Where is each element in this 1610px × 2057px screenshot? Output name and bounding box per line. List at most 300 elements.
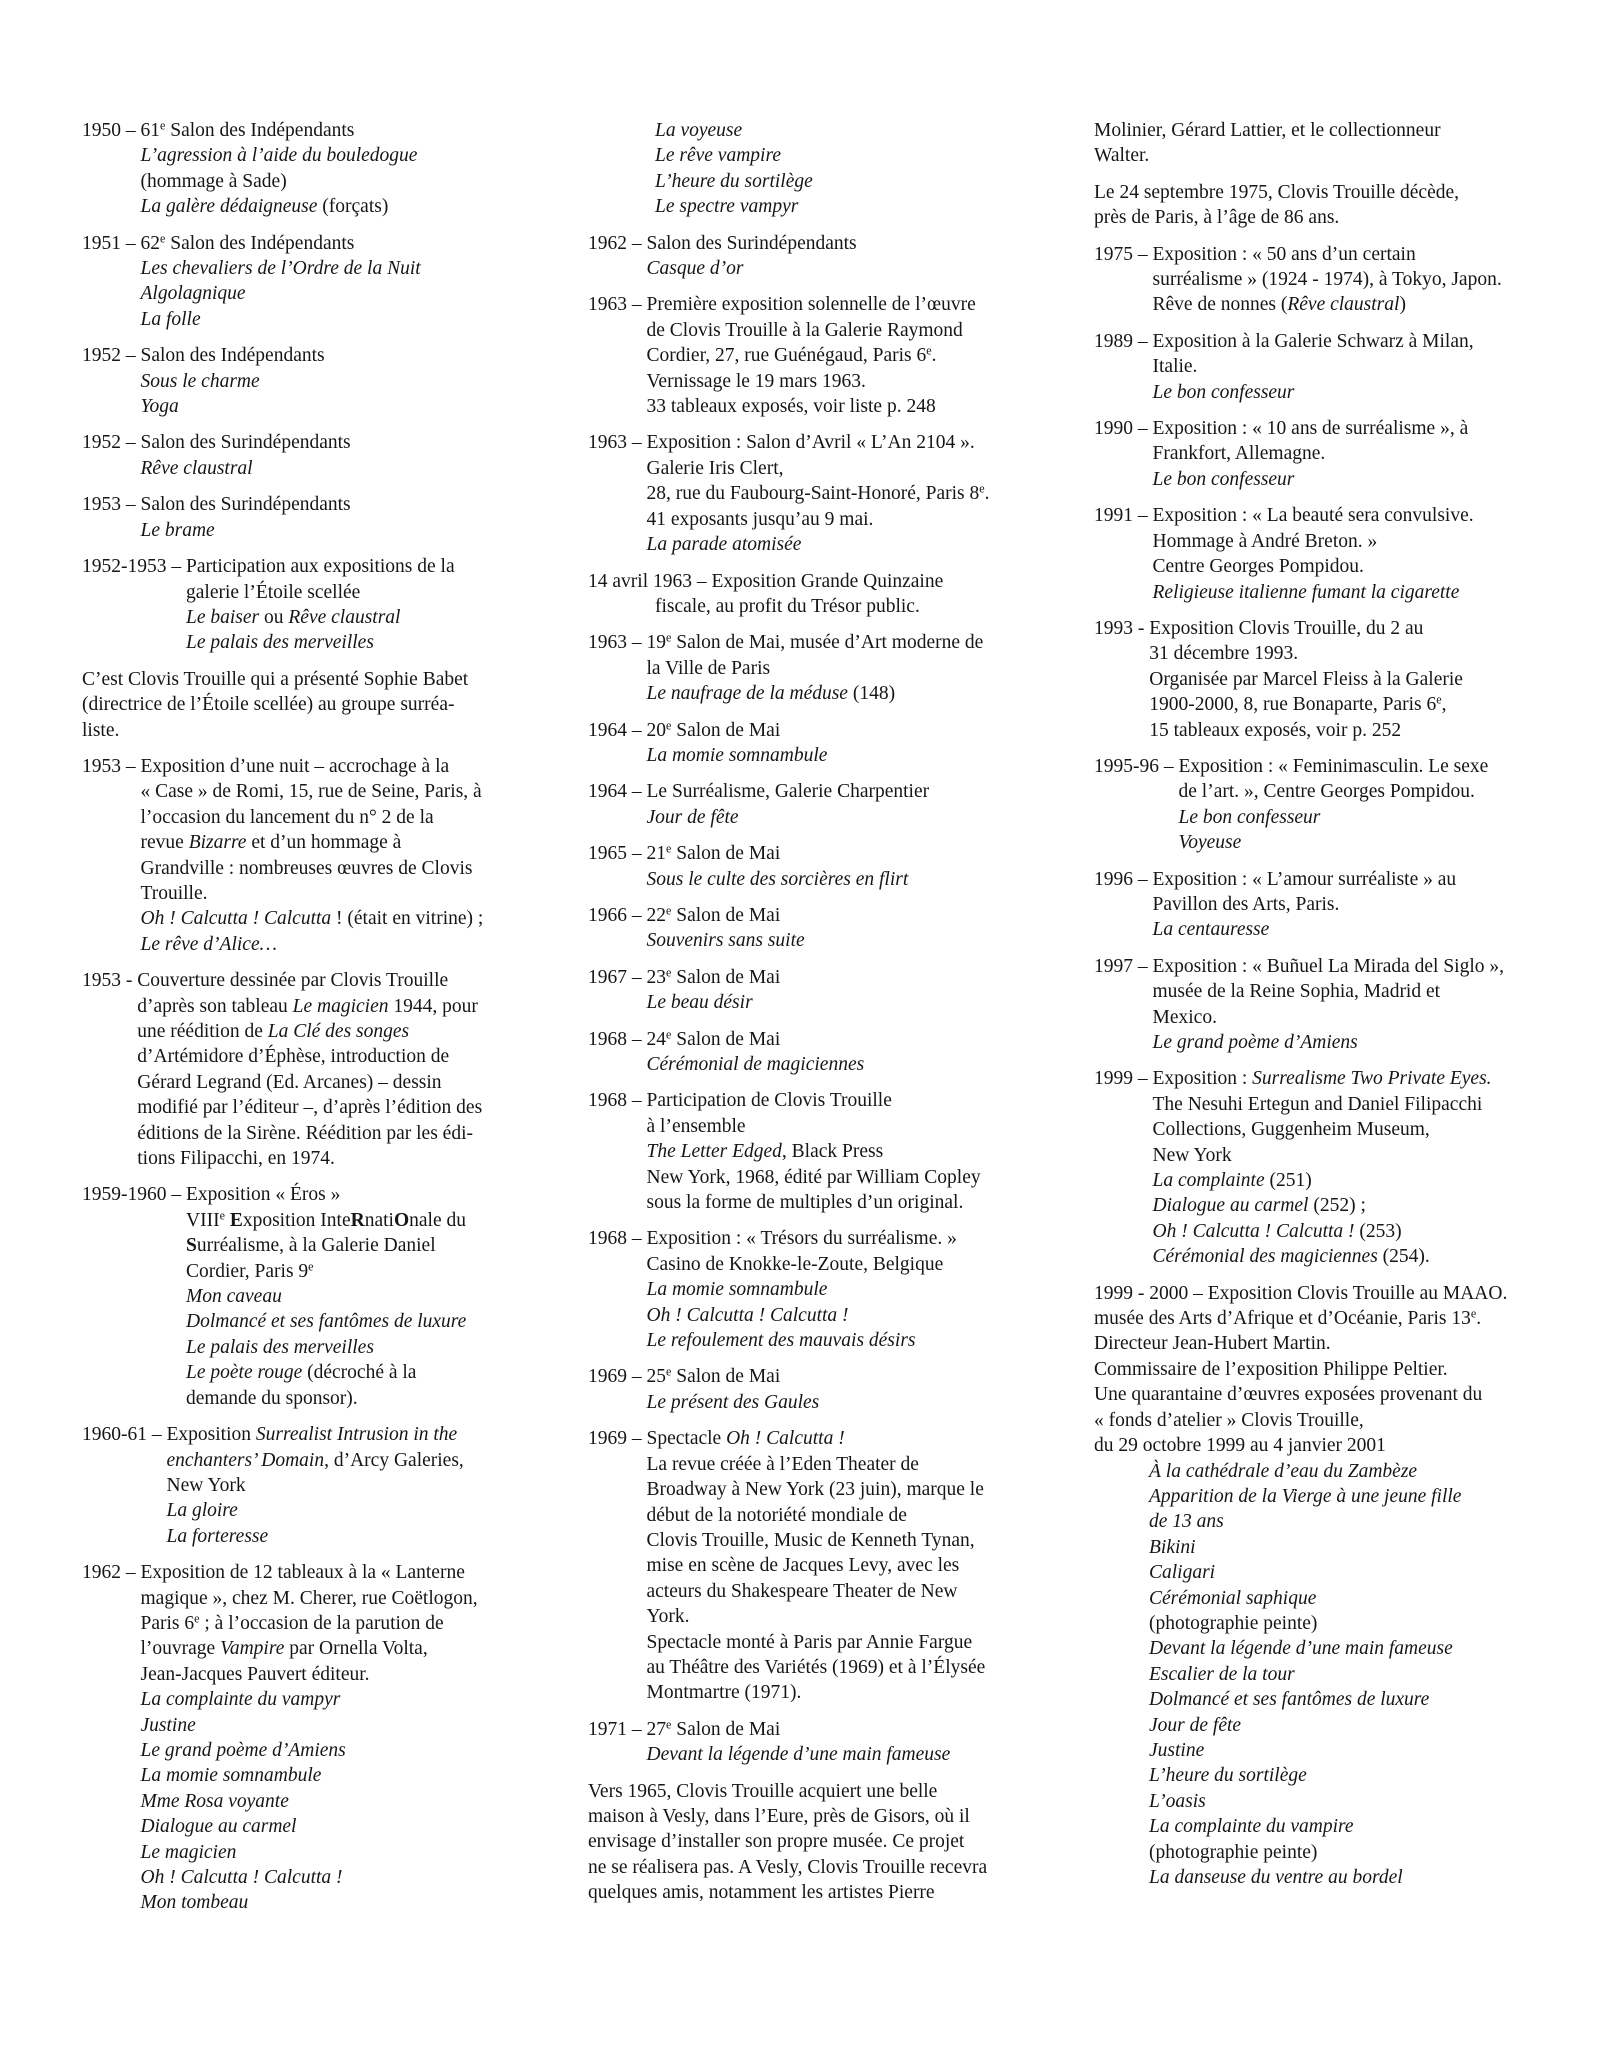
text-line [647,1052,1089,1077]
text-line [141,1560,583,1585]
entry-date: 1963 – [588,432,647,454]
text-line [647,1027,1089,1052]
text-line [1153,1219,1595,1244]
text-run: , d’Arcy Galeries, [324,1449,464,1471]
chronology-entry [588,292,1088,419]
text-line [1153,1092,1595,1117]
text-run: Galerie Iris Clert, [646,457,784,479]
text-line [186,1309,582,1334]
text-line [137,1019,582,1044]
artwork-title: Justine [1149,1739,1205,1761]
chronology-entry [588,718,1088,769]
text-run: acteurs du Shakespeare Theater de New [646,1580,958,1602]
entry-body [1153,329,1595,405]
text-line [1179,805,1595,830]
text-run: 61 [140,120,160,141]
text-line [1153,441,1595,466]
entry-body [647,1088,1089,1215]
entry-date: 1997 – [1094,955,1153,977]
artwork-title: Rêve claustral [288,606,401,628]
artwork-title: Le rêve vampire [655,145,781,167]
text-line [186,1208,582,1233]
superscript: e [666,630,672,645]
entry-body [167,1422,583,1549]
text-line [167,1422,583,1447]
artwork-title: L’oasis [1149,1790,1206,1812]
entry-date: 1989 – [1094,330,1153,352]
text-run: quelques amis, notamment les artistes Pierre [588,1882,935,1904]
text-line [647,1579,1089,1604]
text-line [647,681,1089,706]
text-run: demande du sponsor). [186,1387,358,1409]
text-run: (253) [1354,1220,1402,1242]
artwork-title: Le bon confesseur [1152,381,1295,403]
text-line [647,1630,1089,1655]
text-line [647,1364,1089,1389]
text-line [647,1477,1089,1502]
entry-body [647,1426,1089,1705]
text-run: Participation de Clovis Trouille [646,1090,892,1112]
text-line [1153,329,1595,354]
artwork-title: Mon caveau [186,1286,282,1308]
text-line [588,594,1088,619]
artwork-title: Dialogue au carmel [140,1816,297,1838]
artwork-title: Surrealist Intrusion in the [255,1424,458,1446]
text-run: Hommage à André Breton. » [1152,530,1378,552]
artwork-title: Voyeuse [1178,832,1242,854]
chronology-entry [588,1364,1088,1415]
text-line [647,1165,1089,1190]
text-line [1153,554,1595,579]
entry-body [141,430,583,481]
artwork-title: Oh ! Calcutta ! Calcutta ! [140,1867,343,1888]
text-line [1094,1586,1594,1611]
chronology-entry [588,1088,1088,1215]
text-run: Vernissage le 19 mars 1963. [646,370,866,392]
text-run: 24 [646,1028,666,1050]
text-run: , Black Press [781,1141,884,1163]
text-paragraph [588,118,1088,220]
text-line [1153,1168,1595,1193]
text-line [1094,1433,1594,1458]
artwork-title: La Clé des songes [267,1021,410,1042]
text-line [141,932,583,957]
text-run: Pavillon des Arts, Paris. [1152,893,1340,915]
artwork-title: Cérémonial saphique [1149,1587,1317,1609]
text-line [141,281,583,306]
chronology-entry [82,1560,582,1916]
text-line [647,1226,1089,1251]
entry-body [1153,416,1595,492]
text-line [1094,180,1594,205]
text-line [1153,1193,1595,1218]
text-line [1149,692,1594,717]
artwork-title: Jour de fête [646,806,739,828]
text-run: Clovis Trouille, Music de Kenneth Tynan, [646,1529,975,1551]
text-line [1153,292,1595,317]
text-line [1094,1814,1594,1839]
superscript: e [160,230,166,245]
artwork-title: Cérémonial de magiciennes [646,1054,865,1075]
text-line [186,1335,582,1360]
text-line [1094,118,1594,143]
entry-body [186,1182,582,1411]
text-run: Salon des Indépendants [165,232,355,254]
text-run: Exposition : « La beauté sera convulsive. [1152,505,1474,527]
entry-body [588,118,1088,220]
text-run: d’Artémidore d’Éphèse, introduction de [137,1046,450,1068]
text-run: Paris 6 [140,1612,195,1634]
text-line [1094,143,1594,168]
artwork-title: Le palais des merveilles [186,1336,374,1358]
text-run: The Nesuhi Ertegun and Daniel Filipacchi [1152,1093,1483,1115]
text-line [647,318,1089,343]
text-line [141,779,583,804]
text-run: Une quarantaine d’œuvres exposées provenant du [1094,1384,1483,1406]
text-run: Exposition « Éros » [186,1184,341,1206]
text-run: 20 [646,719,666,741]
entry-body [137,968,582,1171]
text-line [647,1390,1089,1415]
text-run: Exposition à la Galerie Schwarz à Milan, [1152,330,1474,352]
text-run: 19 [646,632,666,654]
artwork-title: Jour de fête [1149,1714,1242,1736]
text-line [186,1182,582,1207]
text-run: Salon des Indépendants [140,345,325,367]
text-run: l’occasion du lancement du n° 2 de la [140,806,434,828]
text-run: nati [364,1209,394,1231]
text-run: modifié par l’éditeur –, d’après l’édition des [137,1097,483,1119]
text-run: . [1476,1308,1482,1330]
text-line [647,1717,1089,1742]
text-line [141,906,583,931]
artwork-title: Algolagnique [140,283,246,305]
artwork-title: La momie somnambule [646,744,828,766]
text-line [141,430,583,455]
text-line [1094,1687,1594,1712]
chronology-entry [1094,616,1594,743]
artwork-title: Yoga [140,396,179,418]
entry-date: 1952 – [82,432,141,454]
text-line [647,456,1089,481]
text-run: Exposition : « Buñuel La Mirada del Siglo », [1152,955,1505,977]
text-line [186,1259,582,1284]
text-run: 41 exposants jusqu’au 9 mai. [646,508,874,530]
chronology-entry [1094,954,1594,1056]
text-line [1094,1789,1594,1814]
artwork-title: Apparition de la Vierge à une jeune fille [1149,1485,1462,1507]
text-paragraph [1094,180,1594,231]
text-run: Gérard Legrand (Ed. Arcanes) – dessin [137,1071,442,1093]
text-run: Exposition [166,1424,256,1446]
entry-date: 1968 – [588,1028,647,1050]
text-run: New York [166,1474,246,1496]
text-run: (décroché à la [302,1362,417,1384]
text-line [141,492,583,517]
artwork-title: Le naufrage de la méduse [646,683,848,705]
chronology-entry [588,1027,1088,1078]
artwork-title: L’heure du sortilège [655,170,813,192]
text-line [141,343,583,368]
text-line [647,630,1089,655]
text-line [167,1524,583,1549]
text-line [1153,1143,1595,1168]
entry-body [186,554,582,656]
superscript: e [160,118,166,133]
text-run: 1944, pour [388,995,478,1017]
text-run: . [931,345,937,367]
artwork-title: Le spectre vampyr [655,196,799,218]
text-line [647,394,1089,419]
artwork-title: Le bon confesseur [1178,806,1321,828]
text-run: « Case » de Romi, 15, rue de Seine, Paris, à [140,781,482,803]
superscript: e [926,343,932,358]
text-run: Exposition : Salon d’Avril « L’An 2104 ». [646,432,975,454]
text-line [137,1121,582,1146]
text-run: La revue créée à l’Eden Theater de [646,1453,919,1475]
text-line [141,1814,583,1839]
text-line [1094,1535,1594,1560]
text-line [1094,1611,1594,1636]
text-run: Exposition : « Feminimasculin. Le sexe [1178,755,1489,777]
text-line [141,256,583,281]
text-run: , [1441,694,1447,716]
artwork-title: Religieuse italienne fumant la cigarette [1152,581,1460,603]
text-run: Exposition : « L’amour surréaliste » au [1152,868,1457,890]
text-line [186,1284,582,1309]
text-run: Salon de Mai, musée d’Art moderne de [671,632,984,654]
text-line [141,1687,583,1712]
superscript: e [666,1364,672,1379]
text-line [647,430,1089,455]
text-line [1153,954,1595,979]
text-line [141,143,583,168]
text-line [647,292,1089,317]
artwork-title: Sous le charme [140,370,260,392]
text-line [647,507,1089,532]
text-run: 28, rue du Faubourg-Saint-Honoré, Paris 8 [646,483,980,505]
chronology-entry [82,554,582,656]
text-line [141,169,583,194]
chronology-entry [82,1182,582,1411]
text-line [186,554,582,579]
page-column-middle [588,118,1088,1917]
superscript: e [308,1259,314,1274]
entry-date: 1999 – [1094,1068,1153,1090]
text-line [82,718,582,743]
entry-body [141,118,583,220]
text-run: 25 [646,1366,666,1388]
text-run: mise en scène de Jacques Levy, avec les [646,1555,960,1577]
text-run: maison à Vesly, dans l’Eure, près de Gisors, où il [588,1805,970,1827]
artwork-title: Rêve claustral [140,457,253,479]
entry-date: 1969 – [588,1428,647,1450]
text-run: début de la notoriété mondiale de [646,1504,907,1526]
superscript: e [979,481,985,496]
text-run: magique », chez M. Cherer, rue Coëtlogon, [140,1587,478,1609]
text-line [647,928,1089,953]
artwork-title: Dolmancé et ses fantômes de luxure [1149,1689,1430,1711]
text-run: Molinier, Gérard Lattier, et le collectionneur [1094,120,1441,141]
entry-body [647,779,1089,830]
text-run: tions Filipacchi, en 1974. [137,1148,335,1170]
entry-date: 1962 – [588,232,647,254]
text-run: Salon de Mai [671,1366,781,1388]
chronology-entry [1094,242,1594,318]
entry-date: 1964 – [588,781,647,803]
entry-date: 1953 – [82,494,141,516]
entry-date: 1964 – [588,719,647,741]
text-run: C’est Clovis Trouille qui a présenté Sophie Babet [82,668,469,690]
artwork-title: La complainte du vampyr [140,1689,341,1711]
artwork-title: Dialogue au carmel [1152,1195,1309,1217]
text-run: musée des Arts d’Afrique et d’Océanie, Paris 13 [1094,1308,1471,1330]
text-line [1094,1281,1594,1306]
text-line [1153,1030,1595,1055]
text-run: Salon des Surindépendants [140,494,351,516]
artwork-title: La gloire [166,1500,238,1522]
text-line [186,580,582,605]
text-run: ne se réalisera pas. A Vesly, Clovis Trouille recevra [588,1856,988,1878]
text-line [141,394,583,419]
entry-body [82,667,582,743]
chronology-entry [588,630,1088,706]
entry-date: 1967 – [588,966,647,988]
text-run: (252) ; [1308,1195,1366,1217]
entry-body [647,1226,1089,1353]
text-run: au Théâtre des Variétés (1969) et à l’Élysée [646,1656,986,1678]
entry-body [647,630,1089,706]
entry-body [1153,867,1595,943]
text-line [167,1473,583,1498]
text-run: Organisée par Marcel Fleiss à la Galerie [1149,668,1463,690]
text-run: par Ornella Volta, [284,1638,428,1660]
artwork-title: Casque d’or [646,258,744,280]
chronology-entry [82,1422,582,1549]
text-line [647,1655,1089,1680]
entry-date: 1968 – [588,1090,647,1112]
text-run: 33 tableaux exposés, voir liste p. 248 [646,396,936,418]
entry-body [588,569,1088,620]
artwork-title: Justine [140,1714,196,1736]
text-run: Couverture dessinée par Clovis Trouille [137,970,449,992]
text-line [1179,754,1595,779]
text-run: 62 [140,232,160,254]
text-line [186,1386,582,1411]
entry-date: 1952 – [82,345,141,367]
artwork-title: Le poète rouge [186,1362,303,1384]
text-run: la Ville de Paris [646,657,771,679]
artwork-title: Souvenirs sans suite [646,930,805,952]
text-line [647,779,1089,804]
text-line [141,1586,583,1611]
text-line [1094,1306,1594,1331]
text-line [137,1146,582,1171]
text-line [141,1738,583,1763]
text-line [141,805,583,830]
text-run: envisage d’installer son propre musée. Ce projet [588,1831,965,1853]
entry-body [1153,954,1595,1056]
text-line [141,307,583,332]
chronology-entry [1094,867,1594,943]
text-line [647,903,1089,928]
chronology-entry [82,492,582,543]
text-run: à l’ensemble [646,1115,746,1137]
text-run: galerie l’Étoile scellée [186,581,361,603]
text-line [647,1088,1089,1113]
text-line [1179,779,1595,804]
text-run: « fonds d’atelier » Clovis Trouille, [1094,1409,1364,1431]
artwork-title: Surrealisme Two Private Eyes. [1252,1068,1492,1090]
text-run: (directrice de l’Étoile scellée) au groupe surréa- [82,694,455,716]
artwork-title: La danseuse du ventre au bordel [1149,1867,1403,1888]
text-run: 14 avril 1963 – Exposition Grande Quinzaine [588,570,944,592]
entry-date: 1968 – [588,1228,647,1250]
artwork-title: Le refoulement des mauvais désirs [646,1330,916,1352]
text-paragraph [588,1779,1088,1906]
artwork-title: Le rêve d’Alice… [140,933,277,955]
text-line [1094,1713,1594,1738]
text-line [186,1233,582,1258]
text-line [141,118,583,143]
text-run: Vers 1965, Clovis Trouille acquiert une belle [588,1780,938,1802]
text-run: ! (était en vitrine) ; [331,908,484,930]
text-line [647,1114,1089,1139]
text-run: (251) [1264,1170,1312,1192]
text-line [141,1763,583,1788]
text-line [141,231,583,256]
artwork-title: Oh ! Calcutta ! [726,1428,845,1450]
entry-body [588,1779,1088,1906]
artwork-title: La voyeuse [655,120,743,141]
bold-letter: E [229,1209,243,1231]
artwork-title: L’agression à l’aide du bouledogue [140,145,418,167]
text-line [647,1528,1089,1553]
text-line [1153,580,1595,605]
text-run: New York [1152,1144,1232,1166]
text-run: urréalisme, à la Galerie Daniel [196,1235,436,1257]
text-run: (254). [1377,1246,1430,1268]
text-line [647,1680,1089,1705]
artwork-title: À la cathédrale d’eau du Zambèze [1149,1460,1418,1482]
text-line [141,1662,583,1687]
entry-date: 1950 – [82,120,141,141]
text-line [1153,1005,1595,1030]
text-run: Commissaire de l’exposition Philippe Peltier. [1094,1358,1448,1380]
text-line [588,1829,1088,1854]
text-run: Salon de Mai [671,843,781,865]
text-line [137,1070,582,1095]
text-paragraph [82,667,582,743]
text-line [141,1840,583,1865]
text-line [1094,1382,1594,1407]
text-line [1094,1459,1594,1484]
entry-body [1094,180,1594,231]
entry-body [1153,242,1595,318]
text-run: Cordier, 27, rue Guénégaud, Paris 6 [646,345,927,367]
artwork-title: La momie somnambule [140,1765,322,1787]
chronology-entry [588,965,1088,1016]
text-line [1149,718,1594,743]
text-run: Salon de Mai [671,1718,781,1740]
page-column-right [1094,118,1594,1901]
chronology-entry [1094,754,1594,856]
entry-body [647,718,1089,769]
entry-body [647,1717,1089,1768]
artwork-title: Escalier de la tour [1149,1663,1295,1685]
text-run: . [984,483,990,505]
text-line [141,518,583,543]
